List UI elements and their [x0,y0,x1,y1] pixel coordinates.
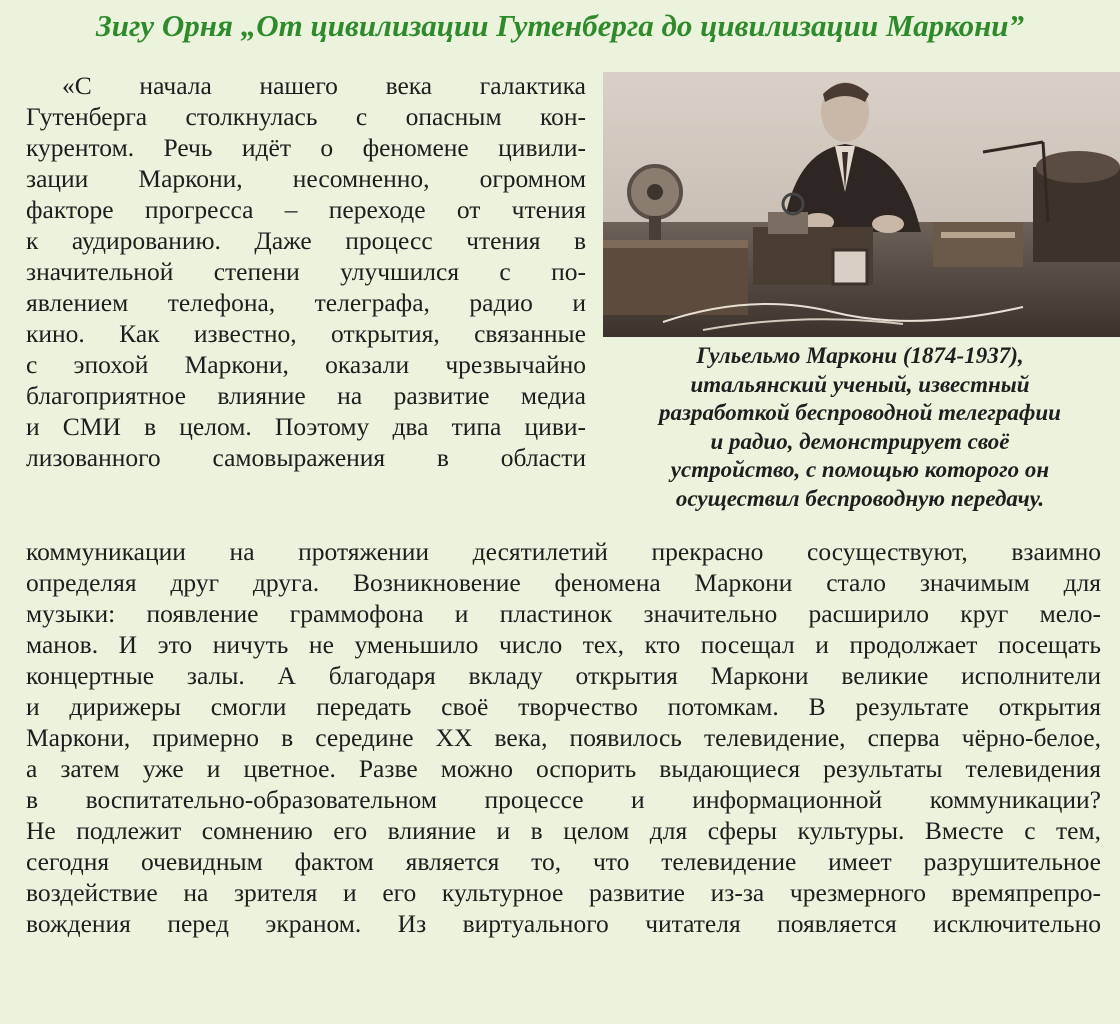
left-column-text [26,70,586,473]
text-line: вождения перед экраном. Из виртуального читателя появляется исключительно [26,909,1101,938]
caption-line: итальянский ученый, известный [690,371,1030,397]
text-line: значительной степени улучшился с по- [26,257,586,286]
photo-caption [600,342,1120,513]
text-line: и дирижеры смогли передать своё творчество потомкам. В результате открытия [26,692,1101,721]
caption-line: осуществил беспроводную передачу. [675,485,1045,511]
full-width-text [26,536,1101,939]
text-line: и СМИ в целом. Поэтому два типа циви- [26,412,586,441]
text-line: зации Маркони, несомненно, огромном [26,164,586,193]
text-line: Не подлежит сомнению его влияние и в целом для сферы культуры. Вместе с тем, [26,816,1101,845]
text-line: факторе прогресса – переходе от чтения [26,195,586,224]
caption-line: Гульельмо Маркони (1874-1937), [696,343,1024,368]
article-title: Зигу Орня „От цивилизации Гутенберга до цивилизации Маркони” [95,8,1025,43]
text-line: определяя друг друга. Возникновение феномена Маркони стало значимым для [26,568,1101,597]
text-line: концертные залы. А благодаря вкладу открытия Маркони великие исполнители [26,661,1101,690]
caption-line: и радио, демонстрирует своё [710,428,1010,454]
caption-line: разработкой беспроводной телеграфии [659,400,1061,425]
text-line: с эпохой Маркони, оказали чрезвычайно [26,350,586,379]
text-line: «С начала нашего века галактика [62,71,586,100]
text-line: лизованного самовыражения в области [26,443,586,472]
text-line: к аудированию. Даже процесс чтения в [26,226,586,255]
text-line: манов. И это ничуть не уменьшило число тех, кто посещал и продолжает посещать [26,630,1101,659]
text-line: кино. Как известно, открытия, связанные [26,319,586,348]
text-line: Маркони, примерно в середине XX века, появилось телевидение, сперва чёрно-белое, [26,723,1101,752]
text-line: курентом. Речь идёт о феномене цивили- [26,133,586,162]
text-line: коммуникации на протяжении десятилетий прекрасно сосуществуют, взаимно [26,537,1101,566]
text-line: сегодня очевидным фактом является то, что телевидение имеет разрушительное [26,847,1101,876]
caption-line: устройство, с помощью которого он [670,457,1050,482]
text-line: а затем уже и цветное. Разве можно оспорить выдающиеся результаты телевидения [26,754,1101,783]
text-line: явлением телефона, телеграфа, радио и [26,288,586,317]
photo-illustration [603,72,1120,337]
text-line: в воспитательно-образовательном процессе и информационной коммуникации? [26,785,1101,814]
text-line: благоприятное влияние на развитие медиа [26,381,586,410]
marconi-photo [603,72,1120,337]
text-line: Гутенберга столкнулась с опасным кон- [26,102,586,131]
text-line: музыки: появление граммофона и пластинок значительно расширило круг мело- [26,599,1101,628]
text-line: воздействие на зрителя и его культурное развитие из-за чрезмерного времяпрепро- [26,878,1101,907]
